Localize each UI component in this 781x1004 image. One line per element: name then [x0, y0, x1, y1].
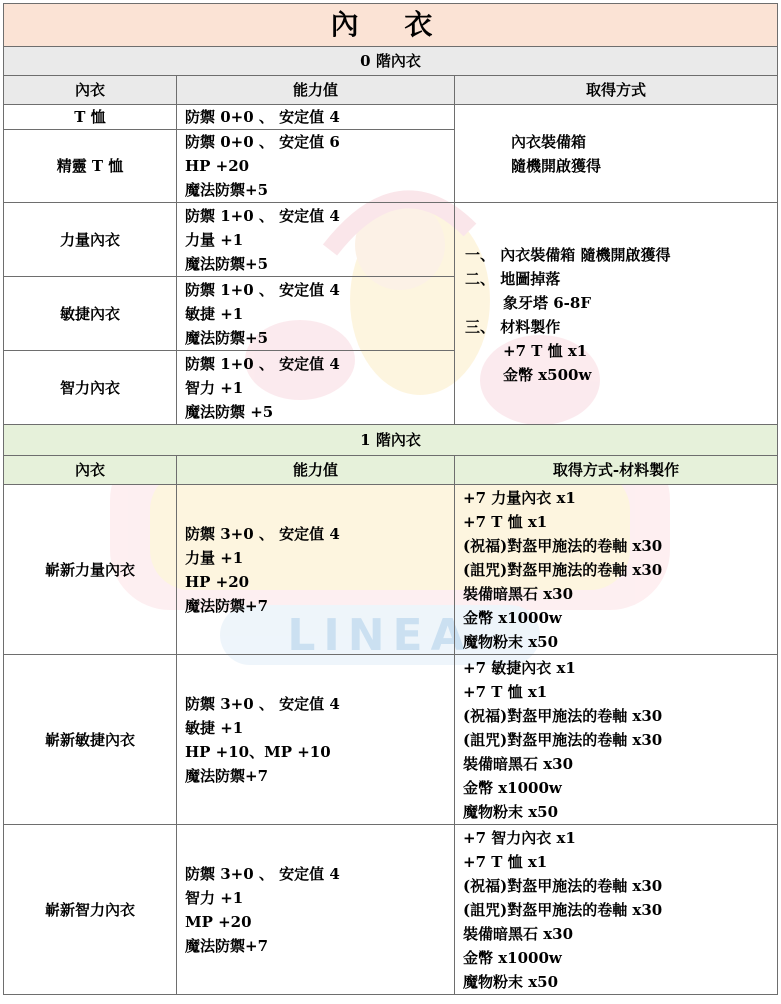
- material-line: +7 敏捷內衣 x1: [463, 658, 576, 677]
- stat-line: HP +20: [185, 157, 250, 175]
- stat-line: 智力 +1: [185, 378, 244, 397]
- stat-line: 防禦 3+0 、 安定值 4: [185, 864, 340, 883]
- stat-line: 力量 +1: [185, 548, 244, 567]
- item-name: 精靈 T 恤: [4, 130, 177, 203]
- obtain-line: +7 T 恤 x1: [503, 342, 588, 360]
- tier0-obtain-box: [455, 105, 778, 203]
- material-line: +7 力量內衣 x1: [463, 488, 576, 507]
- material-line: 魔物粉末 x50: [463, 972, 559, 991]
- material-line: 裝備暗黑石 x30: [463, 584, 574, 603]
- stat-line: 魔法防禦+5: [185, 254, 269, 273]
- tier1-header-name: 內衣: [4, 456, 177, 485]
- item-materials: [455, 655, 778, 825]
- material-line: +7 智力內衣 x1: [463, 828, 576, 847]
- tier1-header-obtain: 取得方式-材料製作: [455, 456, 778, 485]
- item-name: 力量內衣: [4, 203, 177, 277]
- stat-line: 防禦 1+0 、 安定值 4: [185, 280, 340, 299]
- item-materials: [455, 485, 778, 655]
- page-title: 內 衣: [4, 4, 778, 47]
- tier0-section-title: 0 階內衣: [4, 47, 778, 76]
- item-stats: [177, 655, 455, 825]
- stat-line: 魔法防禦+5: [185, 328, 269, 347]
- item-name: 智力內衣: [4, 351, 177, 425]
- tier0-header-stats: 能力值: [177, 76, 455, 105]
- stat-line: 敏捷 +1: [185, 718, 244, 737]
- stat-line: 防禦 3+0 、 安定值 4: [185, 694, 340, 713]
- obtain-line: 金幣 x500w: [503, 366, 592, 384]
- item-name: 嶄新力量內衣: [4, 485, 177, 655]
- stat-line: 防禦 0+0 、 安定值 4: [185, 108, 340, 126]
- tier0-header-obtain: 取得方式: [455, 76, 778, 105]
- obtain-line: 二、 地圖掉落: [465, 270, 561, 288]
- stat-line: HP +20: [185, 572, 250, 591]
- material-line: (祝福)對盔甲施法的卷軸 x30: [463, 706, 663, 725]
- item-stats: [177, 277, 455, 351]
- tier0-obtain-methods: [455, 203, 778, 425]
- stat-line: 防禦 3+0 、 安定值 4: [185, 524, 340, 543]
- item-name: 敏捷內衣: [4, 277, 177, 351]
- item-name: T 恤: [4, 105, 177, 130]
- material-line: 裝備暗黑石 x30: [463, 754, 574, 773]
- material-line: +7 T 恤 x1: [463, 682, 548, 701]
- material-line: (詛咒)對盔甲施法的卷軸 x30: [463, 730, 663, 749]
- table-row: [4, 655, 778, 825]
- item-stats: [177, 130, 455, 203]
- stat-line: MP +20: [185, 912, 252, 931]
- table-row: [4, 203, 778, 277]
- table-row: [4, 105, 778, 130]
- stat-line: 敏捷 +1: [185, 304, 244, 323]
- item-name: 嶄新敏捷內衣: [4, 655, 177, 825]
- stat-line: 魔法防禦+7: [185, 936, 269, 955]
- tier0-header-name: 內衣: [4, 76, 177, 105]
- material-line: (詛咒)對盔甲施法的卷軸 x30: [463, 900, 663, 919]
- obtain-line: 一、 內衣裝備箱 隨機開啟獲得: [465, 246, 671, 264]
- underwear-table: [3, 3, 778, 995]
- stat-line: 智力 +1: [185, 888, 244, 907]
- material-line: 魔物粉末 x50: [463, 802, 559, 821]
- material-line: 金幣 x1000w: [463, 778, 562, 797]
- material-line: +7 T 恤 x1: [463, 852, 548, 871]
- item-stats: [177, 485, 455, 655]
- table-row: [4, 485, 778, 655]
- obtain-line: 三、 材料製作: [465, 318, 561, 336]
- material-line: 金幣 x1000w: [463, 948, 562, 967]
- tier1-header-stats: 能力值: [177, 456, 455, 485]
- obtain-line: 內衣裝備箱: [511, 132, 587, 151]
- stat-line: 魔法防禦+7: [185, 766, 269, 785]
- material-line: (祝福)對盔甲施法的卷軸 x30: [463, 876, 663, 895]
- stat-line: 防禦 1+0 、 安定值 4: [185, 354, 340, 373]
- stat-line: 魔法防禦+7: [185, 596, 269, 615]
- tier1-section-title: 1 階內衣: [4, 425, 778, 456]
- obtain-line: 隨機開啟獲得: [511, 156, 602, 175]
- item-stats: [177, 105, 455, 130]
- material-line: (祝福)對盔甲施法的卷軸 x30: [463, 536, 663, 555]
- stat-line: 力量 +1: [185, 230, 244, 249]
- stat-line: 防禦 1+0 、 安定值 4: [185, 206, 340, 225]
- item-materials: [455, 825, 778, 995]
- item-stats: [177, 203, 455, 277]
- item-stats: [177, 825, 455, 995]
- material-line: 魔物粉末 x50: [463, 632, 559, 651]
- material-line: 金幣 x1000w: [463, 608, 562, 627]
- material-line: +7 T 恤 x1: [463, 512, 548, 531]
- item-stats: [177, 351, 455, 425]
- stat-line: HP +10、MP +10: [185, 742, 331, 761]
- material-line: (詛咒)對盔甲施法的卷軸 x30: [463, 560, 663, 579]
- stat-line: 魔法防禦+5: [185, 181, 269, 199]
- stat-line: 防禦 0+0 、 安定值 6: [185, 133, 340, 151]
- item-name: 嶄新智力內衣: [4, 825, 177, 995]
- table-row: [4, 825, 778, 995]
- obtain-line: 象牙塔 6-8F: [503, 294, 591, 312]
- material-line: 裝備暗黑石 x30: [463, 924, 574, 943]
- stat-line: 魔法防禦 +5: [185, 402, 274, 421]
- watermark-text: LINEA: [287, 610, 473, 661]
